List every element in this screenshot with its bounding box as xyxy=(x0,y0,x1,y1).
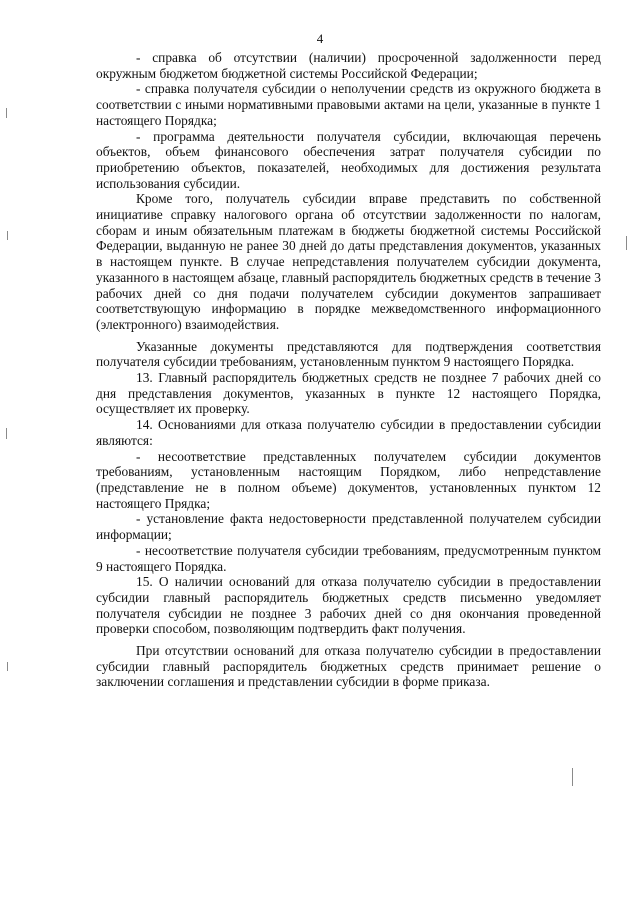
paragraph: 15. О наличии оснований для отказа получателю субсидии в предоставлении субсидии главный распорядитель бюджетных средств письменно уведомляет получателя субсидии не позднее 3 рабочих дней со дня окончания проведенной проверки способом, позволяющим подтвердить факт получения. xyxy=(96,574,601,637)
paragraph: - установление факта недостоверности представленной получателем субсидии информации; xyxy=(96,511,601,543)
scan-mark-left-lower xyxy=(6,428,7,439)
scan-mark-right-bottom xyxy=(572,768,573,786)
paragraph: Кроме того, получатель субсидии вправе представить по собственной инициативе справку налогового органа об отсутствии задолженности по налогам, сборам и иным обязательным платежам в бюджеты бюджетной системы Российской Федерации, выданную не ранее 30 дней до даты представления документов, указанных в настоящем пункте. В случае непредставления получателем субсидии документа, указанного в настоящем абзаце, главный распорядитель бюджетных средств в течение 3 рабочих дней со дня подачи получателем субсидии документов запрашивает соответствующую информацию в порядке межведомственного информационного (электронного) взаимодействия. xyxy=(96,191,601,332)
document-body xyxy=(96,50,601,690)
paragraph: - справка получателя субсидии о неполучении средств из окружного бюджета в соответствии с иными нормативными правовыми актами на цели, указанные в пункте 1 настоящего Порядка; xyxy=(96,81,601,128)
scan-mark-left-bottom xyxy=(7,662,8,671)
paragraph: 14. Основаниями для отказа получателю субсидии в предоставлении субсидии являются: xyxy=(96,417,601,448)
paragraph: - справка об отсутствии (наличии) просроченной задолженности перед окружным бюджетом бюджетной системы Российской Федерации; xyxy=(96,50,601,81)
page-number: 4 xyxy=(316,31,324,46)
paragraph: - несоответствие представленных получателем субсидии документов требованиям, установленным настоящим Порядком, либо непредставление (представление не в полном объеме) документов, установленных пунктом 12 настоящего Прядка; xyxy=(96,448,601,511)
scan-mark-left-middle xyxy=(7,231,8,240)
scan-mark-left-top xyxy=(6,108,7,118)
paragraph: Указанные документы представляются для подтверждения соответствия получателя субсидии требованиям, установленным пунктом 9 настоящего Порядка. xyxy=(96,338,601,370)
paragraph: - несоответствие получателя субсидии требованиям, предусмотренным пунктом 9 настоящего Порядка. xyxy=(96,542,601,574)
scan-mark-right-top xyxy=(626,236,627,250)
paragraph: 13. Главный распорядитель бюджетных средств не позднее 7 рабочих дней со дня представления документов, указанных в пункте 12 настоящего Порядка, осуществляет их проверку. xyxy=(96,370,601,417)
paragraph: При отсутствии оснований для отказа получателю субсидии в предоставлении субсидии главный распорядитель бюджетных средств принимает решение о заключении соглашения и представлении субсидии в форме приказа. xyxy=(96,643,601,690)
paragraph: - программа деятельности получателя субсидии, включающая перечень объектов, объем финансового обеспечения затрат получателя субсидии по приобретению объектов, показателей, необходимых для достижения результата использования субсидии. xyxy=(96,128,601,191)
